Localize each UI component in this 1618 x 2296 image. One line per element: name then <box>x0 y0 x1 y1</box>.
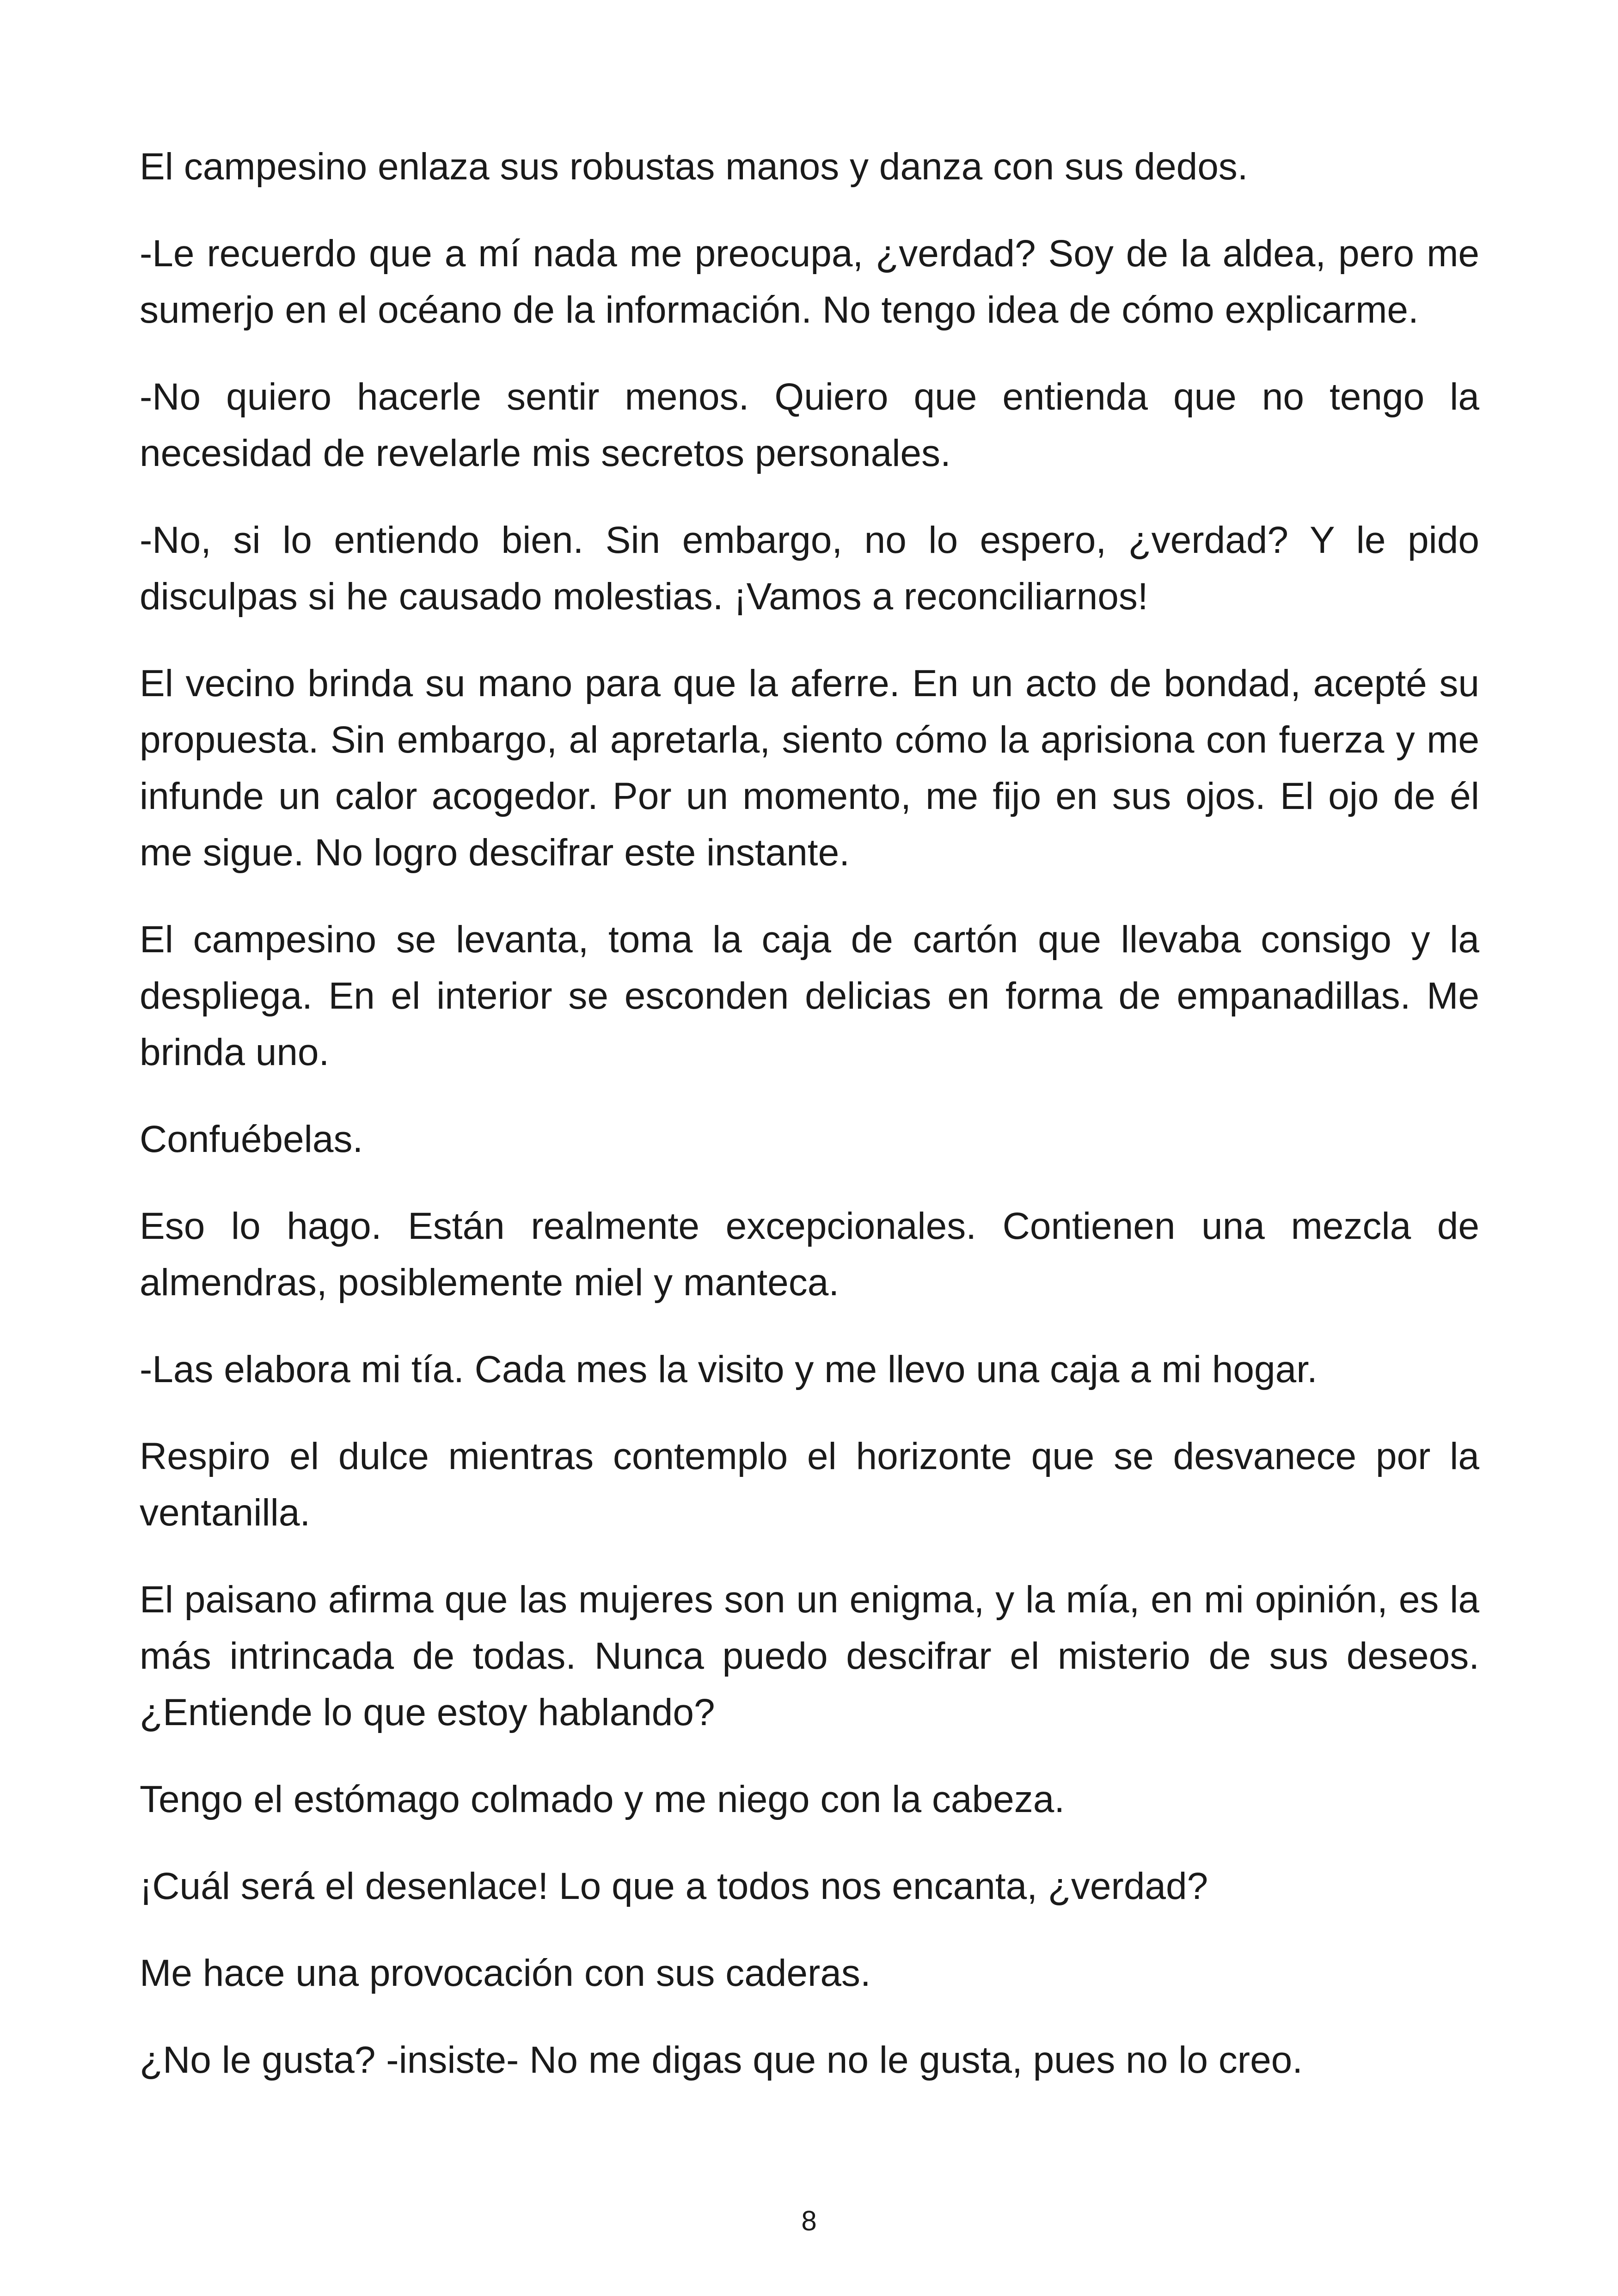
paragraph: Tengo el estómago colmado y me niego con la cabeza. <box>140 1778 1065 1820</box>
paragraph: Respiro el dulce mientras contemplo el horizonte que se desvanece por la ventanilla. <box>140 1435 1479 1534</box>
paragraph: -Las elabora mi tía. Cada mes la visito y me llevo una caja a mi hogar. <box>140 1348 1318 1390</box>
page-number: 8 <box>801 2205 817 2236</box>
paragraph: ¿No le gusta? -insiste- No me digas que no le gusta, pues no lo creo. <box>140 2039 1303 2081</box>
paragraph: Eso lo hago. Están realmente excepcionales. Contienen una mezcla de almendras, posiblemente miel y manteca. <box>140 1205 1479 1304</box>
paragraph: -Le recuerdo que a mí nada me preocupa, ¿verdad? Soy de la aldea, pero me sumerjo en el océano de la información. No tengo idea de cómo explicarme. <box>140 233 1479 331</box>
paragraph: El paisano afirma que las mujeres son un enigma, y la mía, en mi opinión, es la más intrincada de todas. Nunca puedo descifrar el misterio de sus deseos. ¿Entiende lo que estoy hablando? <box>140 1579 1479 1733</box>
page-body <box>140 139 1479 2119</box>
paragraph: -No quiero hacerle sentir menos. Quiero que entienda que no tengo la necesidad de revelarle mis secretos personales. <box>140 376 1479 474</box>
paragraph: -No, si lo entiendo bien. Sin embargo, no lo espero, ¿verdad? Y le pido disculpas si he causado molestias. ¡Vamos a reconciliarnos! <box>140 519 1479 618</box>
paragraph: Confuébelas. <box>140 1118 363 1160</box>
paragraph: El campesino enlaza sus robustas manos y danza con sus dedos. <box>140 146 1248 188</box>
paragraph: ¡Cuál será el desenlace! Lo que a todos nos encanta, ¿verdad? <box>140 1865 1208 1907</box>
paragraph: Me hace una provocación con sus caderas. <box>140 1952 871 1994</box>
paragraph: El campesino se levanta, toma la caja de cartón que llevaba consigo y la despliega. En el interior se esconden delicias en forma de empanadillas. Me brinda uno. <box>140 918 1479 1073</box>
paragraph: El vecino brinda su mano para que la aferre. En un acto de bondad, acepté su propuesta. Sin embargo, al apretarla, siento cómo la aprisiona con fuerza y me infunde un calor acogedor. Por un momento, me fijo en sus ojos. El ojo de él me sigue. No logro descifrar este instante. <box>140 662 1479 874</box>
